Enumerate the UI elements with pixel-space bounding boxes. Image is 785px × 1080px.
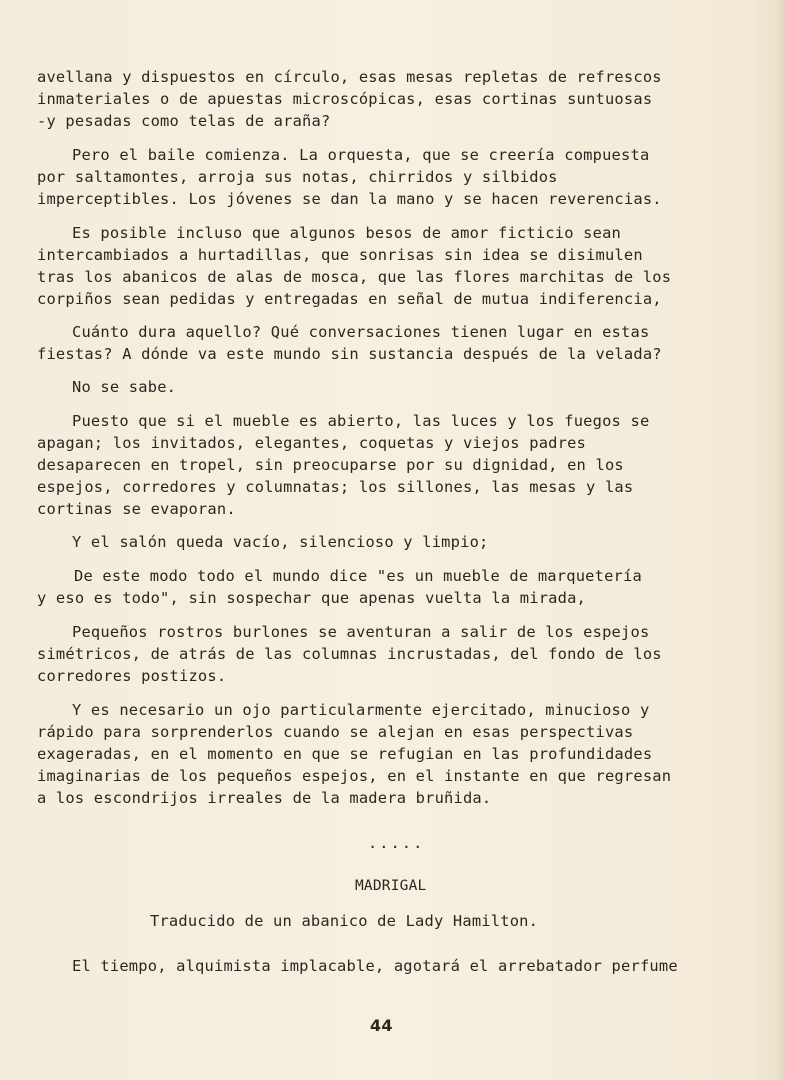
text-line: Y es necesario un ojo particularmente ejercitado, minucioso y <box>72 701 650 719</box>
text-line: a los escondrijos irreales de la madera bruñida. <box>37 789 492 807</box>
text-line: Cuánto dura aquello? Qué conversaciones tienen lugar en estas <box>72 323 650 341</box>
text-line: fiestas? A dónde va este mundo sin sustancia después de la velada? <box>37 345 662 363</box>
section-title: MADRIGAL <box>355 878 427 894</box>
text-line: No se sabe. <box>72 378 177 396</box>
text-line: corredores postizos. <box>37 667 227 685</box>
text-line: y eso es todo", sin sospechar que apenas vuelta la mirada, <box>37 589 587 607</box>
text-line: exageradas, en el momento en que se refugian en las profundidades <box>37 745 653 763</box>
text-line: desaparecen en tropel, sin preocuparse por su dignidad, en los <box>37 456 624 474</box>
section-separator: ..... <box>368 834 425 852</box>
text-line: tras los abanicos de alas de mosca, que las flores marchitas de los <box>37 268 672 286</box>
text-line: Puesto que si el mueble es abierto, las luces y los fuegos se <box>72 412 650 430</box>
text-line: por saltamontes, arroja sus notas, chirridos y silbidos <box>37 168 558 186</box>
text-line: El tiempo, alquimista implacable, agotará el arrebatador perfume <box>72 957 678 975</box>
section-subtitle: Traducido de un abanico de Lady Hamilton. <box>150 912 539 930</box>
page-edge <box>779 0 785 1080</box>
text-line: Y el salón queda vacío, silencioso y limpio; <box>72 533 489 551</box>
text-line: Es posible incluso que algunos besos de amor ficticio sean <box>72 224 622 242</box>
text-line: imperceptibles. Los jóvenes se dan la mano y se hacen reverencias. <box>37 190 662 208</box>
text-line: cortinas se evaporan. <box>37 500 236 518</box>
text-line: -y pesadas como telas de araña? <box>37 112 331 130</box>
text-line: De este modo todo el mundo dice "es un mueble de marquetería <box>74 567 642 585</box>
text-line: intercambiados a hurtadillas, que sonrisas sin idea se disimulen <box>37 246 643 264</box>
text-line: apagan; los invitados, elegantes, coquetas y viejos padres <box>37 434 587 452</box>
text-line: Pequeños rostros burlones se aventuran a salir de los espejos <box>72 623 650 641</box>
text-line: simétricos, de atrás de las columnas incrustadas, del fondo de los <box>37 645 662 663</box>
text-line: Pero el baile comienza. La orquesta, que se creería compuesta <box>72 146 650 164</box>
text-line: espejos, corredores y columnatas; los sillones, las mesas y las <box>37 478 634 496</box>
text-line: corpiños sean pedidas y entregadas en señal de mutua indiferencia, <box>37 290 662 308</box>
text-line: avellana y dispuestos en círculo, esas mesas repletas de refrescos <box>37 68 662 86</box>
page-number: 44 <box>370 1016 393 1035</box>
text-line: imaginarias de los pequeños espejos, en el instante en que regresan <box>37 767 672 785</box>
text-line: rápido para sorprenderlos cuando se alejan en esas perspectivas <box>37 723 634 741</box>
text-line: inmateriales o de apuestas microscópicas, esas cortinas suntuosas <box>37 90 653 108</box>
